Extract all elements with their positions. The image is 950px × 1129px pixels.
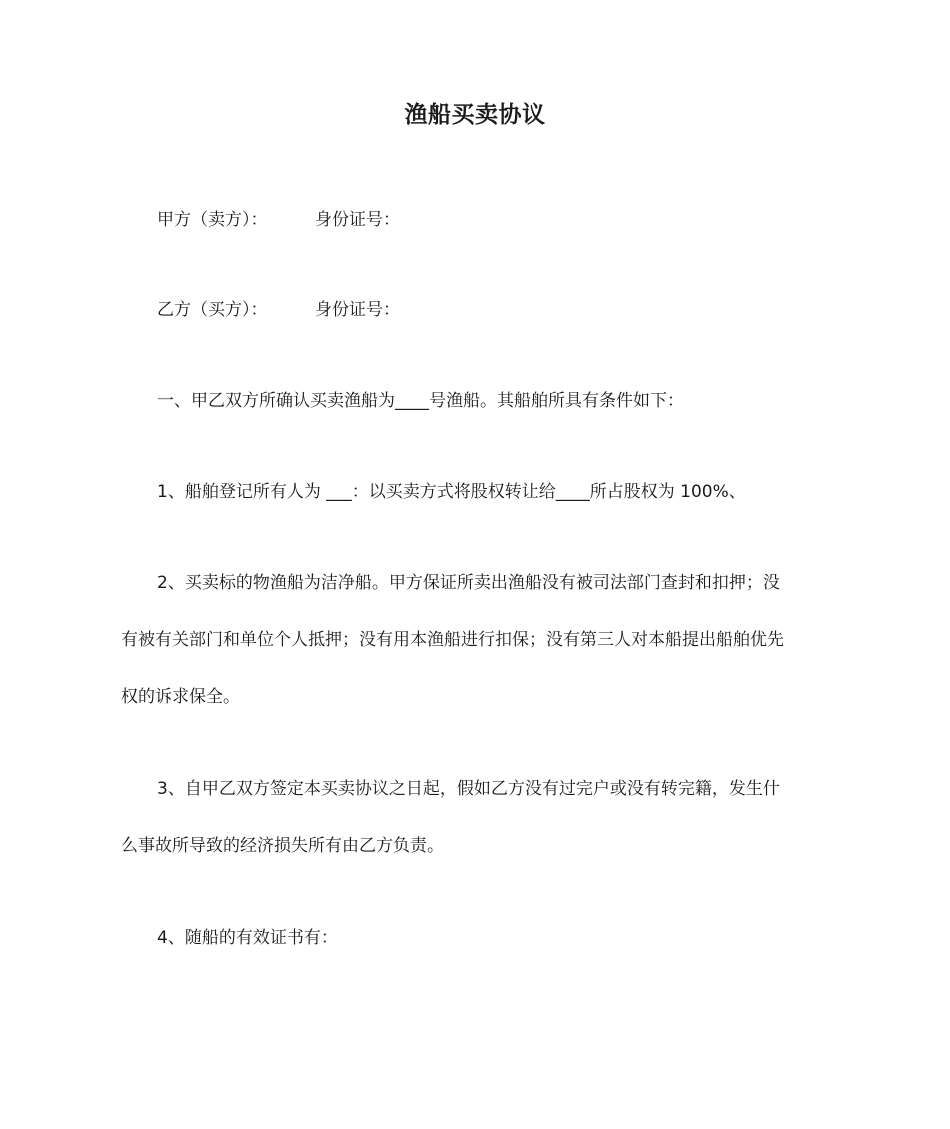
item-1-text: 1、船舶登记所有人为 ___：以买卖方式将股权转让给____所占股权为 100%、 [157, 482, 746, 502]
item-4-text: 4、随船的有效证书有： [157, 928, 338, 948]
item-3-line-2: 么事故所导致的经济损失所有由乙方负责。 [121, 836, 444, 856]
item-2-line-1: 2、买卖标的物渔船为洁净船。甲方保证所卖出渔船没有被司法部门查封和扣押；没 [157, 573, 780, 593]
item-2-line-2: 有被有关部门和单位个人抵押；没有用本渔船进行扣保；没有第三人对本船提出船舶优先 [121, 630, 784, 650]
party-b-id-label: 身份证号： [315, 300, 400, 320]
party-a-label: 甲方（卖方）： [157, 210, 268, 230]
document-title: 渔船买卖协议 [404, 102, 546, 128]
party-b-row [121, 298, 869, 322]
party-b-label: 乙方（买方）： [157, 300, 268, 320]
party-a-id-label: 身份证号： [315, 210, 400, 230]
party-a-row [121, 208, 869, 232]
item-2-line-3: 权的诉求保全。 [121, 687, 240, 707]
item-3-line-1: 3、自甲乙双方签定本买卖协议之日起，假如乙方没有过完户或没有转完籍，发生什 [157, 779, 780, 799]
section-1-text: 一、甲乙双方所确认买卖渔船为____号渔船。其船舶所具有条件如下： [157, 391, 684, 411]
